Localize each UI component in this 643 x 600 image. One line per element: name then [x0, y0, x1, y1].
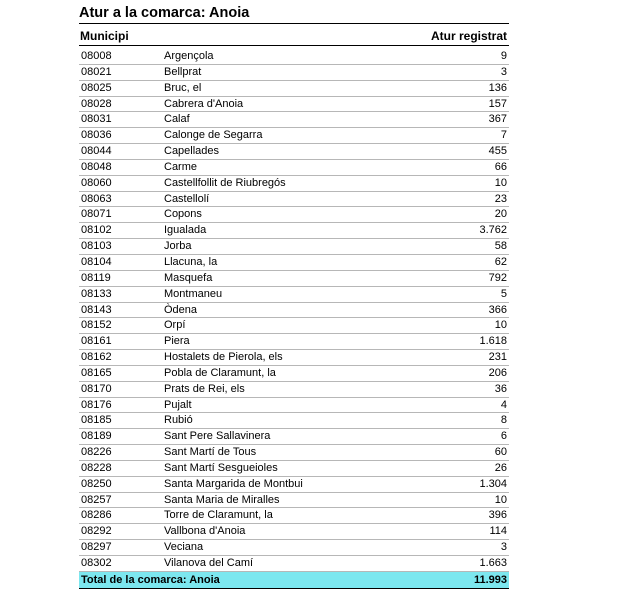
municipality-code: 08119 — [81, 271, 111, 284]
table-row — [79, 493, 509, 509]
unemployment-value: 10 — [494, 319, 507, 332]
municipality-name: Bruc, el — [164, 81, 202, 94]
municipality-code: 08292 — [81, 525, 112, 538]
municipality-name: Piera — [164, 335, 190, 348]
table-row — [79, 192, 509, 208]
unemployment-value: 792 — [488, 271, 507, 284]
municipality-name: Vallbona d'Anoia — [164, 525, 246, 538]
total-value: 11.993 — [473, 573, 507, 586]
table-row — [79, 556, 509, 572]
municipality-name: Argençola — [164, 50, 214, 62]
unemployment-value: 10 — [494, 176, 507, 189]
municipality-name: Prats de Rei, els — [164, 382, 245, 395]
unemployment-value: 396 — [488, 509, 507, 522]
unemployment-value: 58 — [494, 240, 507, 253]
municipality-code: 08060 — [81, 176, 112, 189]
table-row — [79, 540, 509, 556]
municipality-code: 08008 — [81, 50, 112, 62]
unemployment-value: 206 — [488, 366, 507, 379]
municipality-name: Copons — [164, 208, 202, 221]
municipality-code: 08021 — [81, 65, 112, 78]
municipality-code: 08102 — [81, 224, 112, 237]
municipality-code: 08228 — [81, 461, 112, 474]
municipality-code: 08143 — [81, 303, 112, 316]
municipality-name: Castellfollit de Riubregós — [164, 176, 286, 189]
unemployment-value: 7 — [500, 129, 507, 142]
municipality-name: Carme — [164, 160, 198, 173]
unemployment-value: 23 — [494, 192, 507, 205]
table-row — [79, 382, 509, 398]
municipality-code: 08161 — [81, 335, 112, 348]
municipality-code: 08048 — [81, 160, 112, 173]
municipality-code: 08103 — [81, 240, 112, 253]
table-row — [79, 366, 509, 382]
unemployment-value: 1.304 — [479, 477, 507, 490]
municipality-code: 08170 — [81, 382, 112, 395]
unemployment-value: 6 — [500, 430, 507, 443]
municipality-code: 08133 — [81, 287, 112, 300]
municipality-code: 08104 — [81, 255, 112, 268]
unemployment-value: 9 — [500, 50, 507, 62]
municipality-name: Hostalets de Pierola, els — [164, 351, 283, 364]
header-registered-unemployment: Atur registrat — [430, 29, 507, 43]
table-row — [79, 255, 509, 271]
unemployment-value: 66 — [494, 160, 507, 173]
municipality-name: Capellades — [164, 145, 220, 158]
municipality-code: 08025 — [81, 81, 112, 94]
municipality-name: Jorba — [164, 240, 192, 253]
unemployment-table-document — [79, 5, 509, 589]
table-row — [79, 97, 509, 113]
unemployment-value: 5 — [500, 287, 507, 300]
table-row — [79, 445, 509, 461]
table-row — [79, 413, 509, 429]
table-row — [79, 160, 509, 176]
municipality-name: Torre de Claramunt, la — [164, 509, 273, 522]
municipality-code: 08036 — [81, 129, 112, 142]
table-row — [79, 112, 509, 128]
municipality-code: 08257 — [81, 493, 112, 506]
unemployment-value: 3.762 — [479, 224, 507, 237]
table-body — [79, 49, 509, 572]
municipality-name: Calonge de Segarra — [164, 129, 263, 142]
unemployment-value: 367 — [488, 113, 507, 126]
unemployment-value: 10 — [494, 493, 507, 506]
table-row — [79, 223, 509, 239]
unemployment-value: 1.618 — [479, 335, 507, 348]
municipality-name: Vilanova del Camí — [164, 557, 254, 569]
table-row — [79, 128, 509, 144]
municipality-name: Sant Martí Sesgueioles — [164, 461, 278, 474]
table-row — [79, 429, 509, 445]
unemployment-value: 62 — [494, 255, 507, 268]
unemployment-value: 8 — [500, 414, 507, 427]
municipality-name: Rubió — [164, 414, 193, 427]
table-row — [79, 144, 509, 160]
table-row — [79, 303, 509, 319]
table-row — [79, 239, 509, 255]
table-title: Atur a la comarca: Anoia — [79, 5, 509, 24]
unemployment-value: 366 — [488, 303, 507, 316]
unemployment-value: 231 — [488, 351, 507, 364]
municipality-name: Veciana — [164, 541, 204, 554]
table-row — [79, 65, 509, 81]
header-municipality: Municipi — [80, 29, 129, 43]
table-row — [79, 508, 509, 524]
municipality-name: Sant Pere Sallavinera — [164, 430, 271, 443]
municipality-name: Llacuna, la — [164, 255, 218, 268]
municipality-code: 08044 — [81, 145, 112, 158]
municipality-code: 08071 — [81, 208, 112, 221]
unemployment-value: 36 — [494, 382, 507, 395]
table-row — [79, 524, 509, 540]
municipality-code: 08176 — [81, 398, 112, 411]
table-row — [79, 477, 509, 493]
municipality-code: 08028 — [81, 97, 112, 110]
municipality-name: Santa Maria de Miralles — [164, 493, 280, 506]
unemployment-value: 455 — [488, 145, 507, 158]
municipality-code: 08063 — [81, 192, 112, 205]
municipality-name: Òdena — [164, 303, 198, 316]
municipality-name: Pobla de Claramunt, la — [164, 366, 276, 379]
table-header — [79, 28, 509, 46]
municipality-name: Orpí — [164, 319, 186, 332]
unemployment-value: 1.663 — [479, 557, 507, 569]
unemployment-value: 157 — [488, 97, 507, 110]
table-row — [79, 350, 509, 366]
unemployment-value: 136 — [488, 81, 507, 94]
municipality-name: Igualada — [164, 224, 207, 237]
total-row — [79, 572, 509, 589]
unemployment-value: 4 — [500, 398, 507, 411]
table-row — [79, 49, 509, 65]
table-row — [79, 207, 509, 223]
table-row — [79, 81, 509, 97]
table-row — [79, 334, 509, 350]
municipality-code: 08286 — [81, 509, 112, 522]
municipality-name: Sant Martí de Tous — [164, 446, 257, 459]
municipality-code: 08250 — [81, 477, 112, 490]
unemployment-value: 3 — [500, 541, 507, 554]
unemployment-value: 60 — [494, 446, 507, 459]
unemployment-value: 3 — [500, 65, 507, 78]
municipality-code: 08297 — [81, 541, 112, 554]
table-row — [79, 318, 509, 334]
municipality-code: 08031 — [81, 113, 112, 126]
municipality-code: 08165 — [81, 366, 112, 379]
table-row — [79, 271, 509, 287]
municipality-name: Montmaneu — [164, 287, 223, 300]
unemployment-value: 26 — [494, 461, 507, 474]
municipality-code: 08226 — [81, 446, 112, 459]
table-row — [79, 287, 509, 303]
municipality-name: Pujalt — [164, 398, 192, 411]
municipality-name: Masquefa — [164, 271, 213, 284]
municipality-code: 08152 — [81, 319, 112, 332]
municipality-code: 08302 — [81, 557, 112, 569]
municipality-name: Bellprat — [164, 65, 202, 78]
municipality-name: Castellolí — [164, 192, 210, 205]
municipality-name: Cabrera d'Anoia — [164, 97, 244, 110]
unemployment-value: 114 — [489, 525, 507, 538]
municipality-code: 08185 — [81, 414, 112, 427]
municipality-code: 08189 — [81, 430, 112, 443]
unemployment-value: 20 — [494, 208, 507, 221]
municipality-code: 08162 — [81, 351, 112, 364]
table-row — [79, 461, 509, 477]
municipality-name: Santa Margarida de Montbui — [164, 477, 303, 490]
table-row — [79, 398, 509, 414]
municipality-name: Calaf — [164, 113, 190, 126]
table-row — [79, 176, 509, 192]
total-label: Total de la comarca: Anoia — [81, 573, 220, 586]
